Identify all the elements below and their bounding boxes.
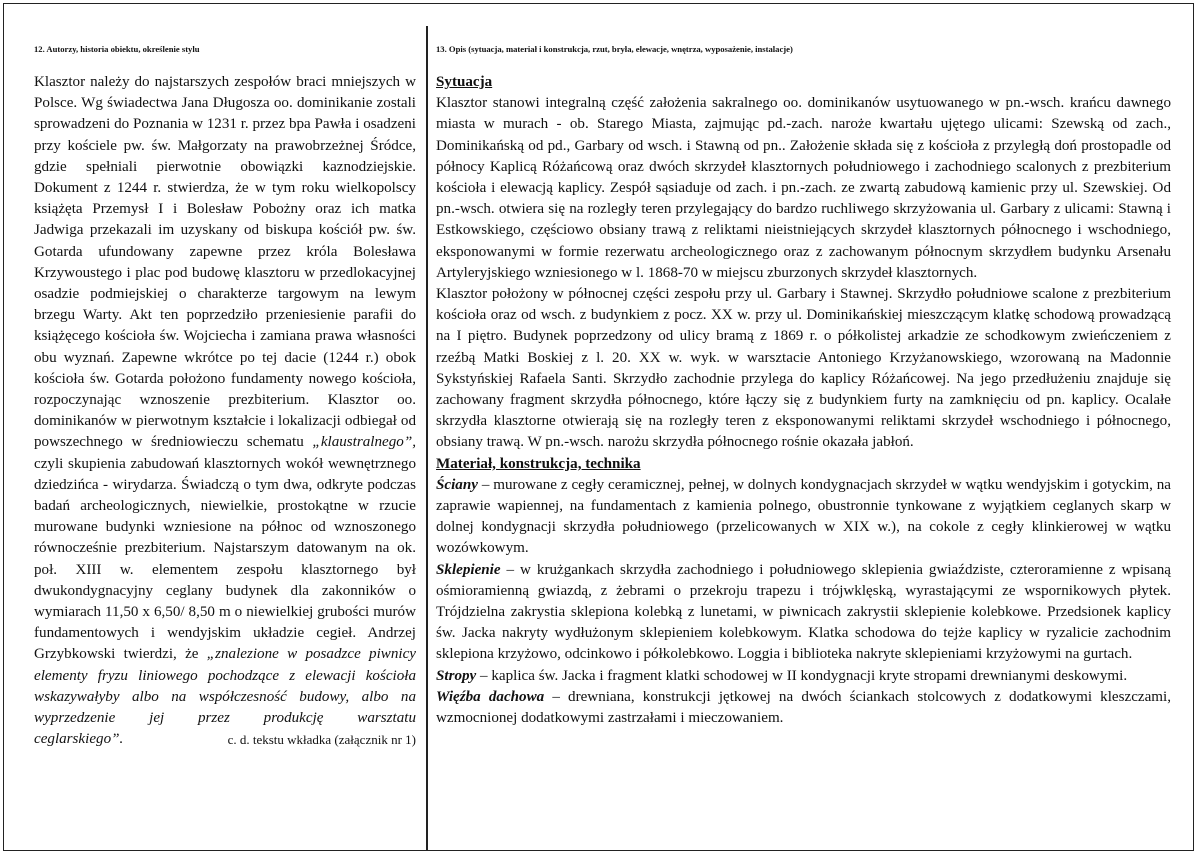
history-text <box>34 72 416 751</box>
left-column <box>34 44 416 751</box>
column-divider <box>426 26 428 851</box>
wiezba-label: Więźba dachowa <box>436 688 545 705</box>
sytuacja-paragraph-1: Klasztor stanowi integralną część założenia sakralnego oo. dominikanów usytuowanego w pn.-wsch. krańcu dawnego miasta w murach - ob. Starego Miasta, zajmując pd.-zach. naroże kwartału ujętego ulicami: Szewską od zach., Dominikańską od pd., Garbary od wsch. i Stawną od pn.. Założenie składa się z kościoła z przyległą doń prostopadle od północy Kaplicą Różańcową oraz dwóch skrzydeł klasztornych południowego i zachodniego scalonych z prezbiterium kościoła i elewacją kaplicy. Zespół sąsiaduje od zach. i pn.-zach. ze zwartą zabudową kamienic przy ul. Szewskiej. Od pn.-wsch. otwiera się na rozległy teren przylegający do bardzo ruchliwego skrzyżowania ul. Garbary z ulicami: Stawną i Estkowskiego, częściowo obsiany trawą z reliktami nieistniejących skrzydeł klasztornych północnego i wschodniego, eksponowanymi w formie rezerwatu archeologicznego oraz z zachowanym północnym skrzydłem budynku Arsenału Artyleryjskiego wzniesionego w l. 1868-70 w miejscu zburzonych skrzydeł klasztornych. <box>436 95 1171 281</box>
history-paragraph: Klasztor należy do najstarszych zespołów braci mniejszych w Polsce. Wg świadectwa Jana Długosza oo. dominikanie zostali sprowadzeni do Poznania w 1231 r. przez bpa Pawła i osadzeni przy kościele pw. św. Małgorzaty na prawobrzeżnej Śródce, gdzie spełniali pierwotnie obowiązki kaznodziejskie. Dokument z 1244 r. stwierdza, że w tym roku wielkopolscy książęta Przemysł I i Bolesław Pobożny oraz ich matka Jadwiga przekazali im uzyskany od biskupa kościół pw. św. Gotarda ufundowany zapewne przez króla Bolesława Krzywoustego i plac pod budowę klasztoru w przedlokacyjnej osadzie podmiejskiej o charakterze targowym na lewym brzegu Warty. Akt ten poprzedziło przeniesienie parafii do książęcego kościoła św. Wojciecha i zamiana prawa własności obu wyznań. Zapewne wkrótce po tej dacie (1244 r.) obok kościoła św. Gotarda położono fundamenty nowego kościoła, rozpoczynając wznoszenie prezbiterium. Klasztor oo. dominikanów w pierwotnym kształcie i lokalizacji odbiegał od powszechnego w średniowieczu schematu „klaustralnego”, czyli skupienia zabudowań klasztornych wokół wewnętrznego dziedzińca - wirydarza. Świadczą o tym dwa, odkryte podczas badań archeologicznych, niewielkie, prostokątne w rzucie murowane budynki wzniesione na północ od wznoszonego równocześnie prezbiterium. Najstarszym datowanym na ok. poł. XIII w. elementem zespołu klasztornego był dwukondygnacyjny ceglany budynek dla zakonników o wymiarach 11,50 x 6,50/ 8,50 m o niewielkiej grubości murów fundamentowych i wendyjskim układzie cegieł. Andrzej Grzybkowski twierdzi, że „znalezione w posadzce piwnicy elementy fryzu liniowego pochodzące z elewacji kościoła wskazywałyby albo na współczesność budowy, albo na wyprzedzenie jej przez produkcję warsztatu <box>34 74 416 727</box>
quote-end: ceglarskiego”. <box>34 731 124 748</box>
stropy-label: Stropy <box>436 667 477 684</box>
sklepienie-label: Sklepienie <box>436 561 501 578</box>
sklepienie-paragraph: Sklepienie – w krużgankach skrzydła zachodniego i południowego sklepienia gwiaździste, czteroramienne z wpisaną ośmioramienną gwiazdą, z żebrami o przekroju trapezu i trójwklęską, wyrastającymi ze wspornikowych płytek. Trójdzielna zakrystia sklepiona kolebką z lunetami, w piwnicach zakrystii sklepienie kolebkowe. Przedsionek kaplicy św. Jacka nakryty wydłużonym sklepieniem kolebkowym. Klatka schodowa do tejże kaplicy w ryzalicie zachodnim sklepiona krzyżowo, odcinkowo i półkolebkowo. Loggia i biblioteka nakryte sklepieniami krzyżowymi na gurtach. <box>436 561 1171 663</box>
sytuacja-paragraph-2: Klasztor położony w północnej części zespołu przy ul. Garbary i Stawnej. Skrzydło południowe scalone z prezbiterium kościoła oraz od wsch. z budynkiem z pocz. XX w. przy ul. Dominikańskiej mieszczącym klatkę schodową prowadzącą na I piętro. Budynek poprzedzony od ulicy bramą z 1869 r. o półkolistej arkadzie ze schodkowym zwieńczeniem z rzeźbą Matki Boskiej z l. 20. XX w. wyk. w warsztacie Antoniego Krzyżanowskiego, wzorowaną na Madonnie Sykstyńskiej Rafaela Santi. Skrzydło zachodnie przylega do kaplicy Różańcowej. Na jego przedłużeniu znajduje się zachowany fragment skrzydła północnego, które łączy się z budynkiem furty na zamknięciu od pn. kaplicy. Ocalałe skrzydła klasztorne otwierają się na rozległy teren z eksponowanymi reliktami skrzydeł wschodniego i północnego, obsiany trawą. W pn.-wsch. narożu skrzydła północnego rośnie okazała jabłoń. <box>436 286 1171 451</box>
section-12-header: 12. Autorzy, historia obiektu, określenie stylu <box>34 44 200 54</box>
section-13-header: 13. Opis (sytuacja, materiał i konstrukcja, rzut, bryła, elewacje, wnętrza, wyposażenie, instalacje) <box>436 44 793 54</box>
right-column <box>436 44 1171 729</box>
grzybkowski-quote: „znalezione w posadzce piwnicy elementy fryzu liniowego pochodzące z elewacji kościoła wskazywałyby albo na współczesność budowy, albo na wyprzedzenie jej przez produkcję warsztatu <box>34 646 416 727</box>
heading-sytuacja: Sytuacja <box>436 74 493 90</box>
stropy-paragraph: Stropy – kaplica św. Jacka i fragment klatki schodowej w II kondygnacji kryte stropami drewnianymi deskowymi. <box>436 667 1128 684</box>
heading-material: Materiał, konstrukcja, technika <box>436 455 641 472</box>
description-text <box>436 72 1171 729</box>
continuation-note: c. d. tekstu wkładka (załącznik nr 1) <box>227 732 416 748</box>
sciany-label: Ściany <box>436 476 478 493</box>
history-tail <box>34 729 416 750</box>
klaustralnego-term: „klaustralnego”, <box>312 434 416 451</box>
sciany-paragraph: Ściany – murowane z cegły ceramicznej, pełnej, w dolnych kondygnacjach skrzydeł w wątku wendyjskim i gotyckim, na zaprawie wapiennej, na fundamentach z kamienia polnego, obustronnie tynkowane z wyjątkiem ceglanych skarp w dolnej kondygnacji skrzydła południowego (przelicowanych w XIX w.), na cokole z cegły klinkierowej w wątku wozówkowym. <box>436 476 1171 557</box>
wiezba-paragraph: Więźba dachowa – drewniana, konstrukcji jętkowej na dwóch ściankach stolcowych z dodatkowymi kleszczami, wzmocnionej dodatkowymi zastrzałami i mieczowaniem. <box>436 688 1171 727</box>
